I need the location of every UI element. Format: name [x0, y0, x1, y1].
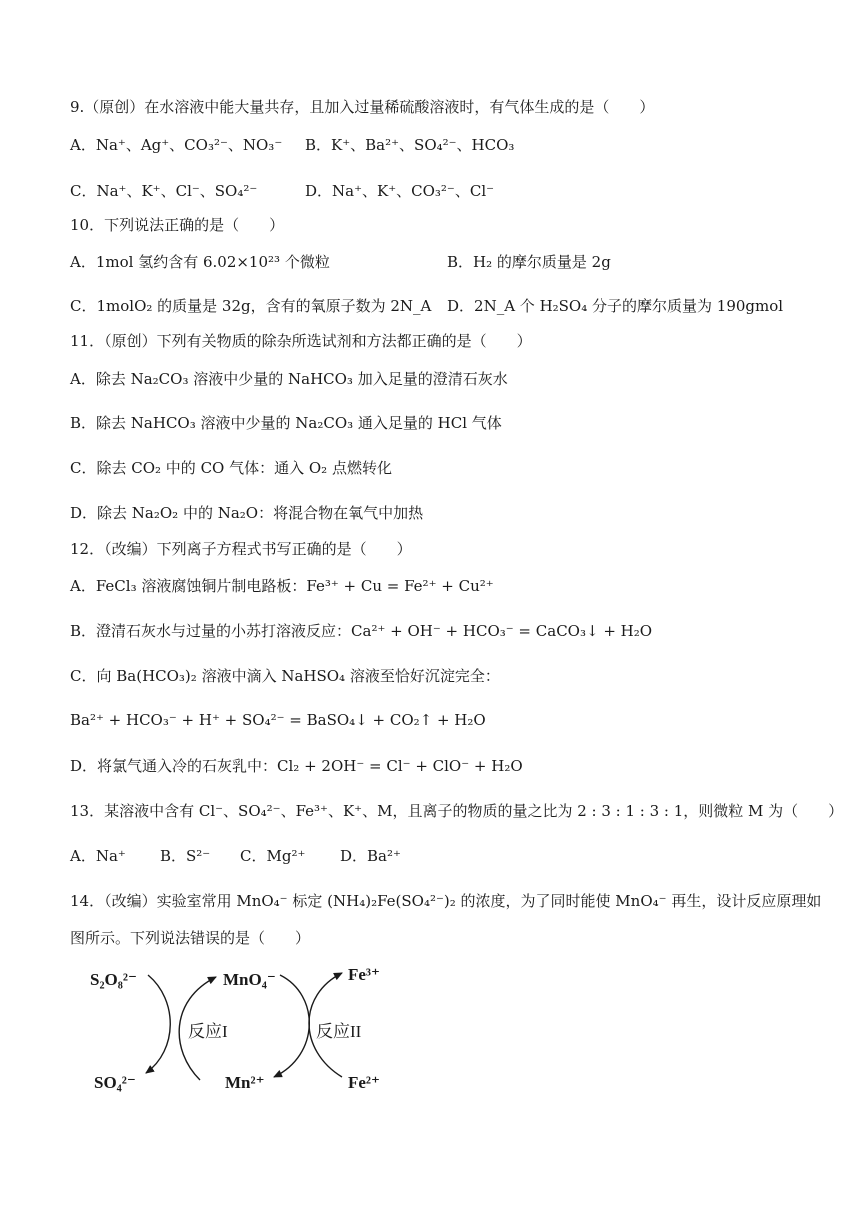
- q10-option-d: D．2N_A 个 H₂SO₄ 分子的摩尔质量为 190gmol: [447, 297, 784, 315]
- q11-option-a: A．除去 Na₂CO₃ 溶液中少量的 NaHCO₃ 加入足量的澄清石灰水: [70, 370, 508, 388]
- diagram-label-reaction-1: 反应I: [188, 1022, 228, 1041]
- diagram-label-mno4: MnO₄⁻: [223, 970, 276, 989]
- q14-stem-line2: 图所示。下列说法错误的是（ ）: [70, 929, 311, 947]
- q10-option-b: B．H₂ 的摩尔质量是 2g: [447, 253, 611, 271]
- q11-option-b: B．除去 NaHCO₃ 溶液中少量的 Na₂CO₃ 通入足量的 HCl 气体: [70, 414, 502, 432]
- q13-option-a: A．Na⁺: [70, 847, 126, 865]
- diagram-label-s2o8: S₂O₈²⁻: [90, 970, 137, 989]
- diagram-label-reaction-2: 反应II: [316, 1022, 362, 1041]
- q12-option-b: B．澄清石灰水与过量的小苏打溶液反应：Ca²⁺ + OH⁻ + HCO₃⁻ = CaCO₃↓ + H₂O: [70, 622, 653, 640]
- q11-stem: 11．（原创）下列有关物质的除杂所选试剂和方法都正确的是（ ）: [70, 332, 532, 350]
- q12-option-a: A．FeCl₃ 溶液腐蚀铜片制电路板：Fe³⁺ + Cu = Fe²⁺ + Cu²⁺: [70, 577, 494, 595]
- q13-stem: 13．某溶液中含有 Cl⁻、SO₄²⁻、Fe³⁺、K⁺、M，且离子的物质的量之比为 2 : 3 : 1 : 3 : 1，则微粒 M 为（ ）: [70, 802, 844, 820]
- q9-option-d: D．Na⁺、K⁺、CO₃²⁻、Cl⁻: [305, 182, 495, 200]
- q13-option-d: D．Ba²⁺: [340, 847, 401, 865]
- q12-stem: 12．（改编）下列离子方程式书写正确的是（ ）: [70, 540, 412, 558]
- reaction-cycle-diagram: [80, 955, 400, 1105]
- q9-stem: 9.（原创）在水溶液中能大量共存，且加入过量稀硫酸溶液时，有气体生成的是（ ）: [70, 98, 655, 116]
- q10-stem: 10．下列说法正确的是（ ）: [70, 216, 285, 234]
- q14-stem-line1: 14．（改编）实验室常用 MnO₄⁻ 标定 (NH₄)₂Fe(SO₄²⁻)₂ 的浓度，为了同时能使 MnO₄⁻ 再生，设计反应原理如: [70, 892, 822, 910]
- q12-option-d: D．将氯气通入冷的石灰乳中：Cl₂ + 2OH⁻ = Cl⁻ + ClO⁻ + H₂O: [70, 757, 523, 775]
- q12-option-c: C．向 Ba(HCO₃)₂ 溶液中滴入 NaHSO₄ 溶液至恰好沉淀完全：: [70, 667, 500, 685]
- q11-option-d: D．除去 Na₂O₂ 中的 Na₂O：将混合物在氧气中加热: [70, 504, 424, 522]
- diagram-label-mn2: Mn²⁺: [225, 1073, 265, 1092]
- diagram-label-fe3: Fe³⁺: [348, 965, 380, 984]
- q13-option-b: B．S²⁻: [160, 847, 211, 865]
- q9-option-b: B．K⁺、Ba²⁺、SO₄²⁻、HCO₃: [305, 136, 515, 154]
- q9-option-a: A．Na⁺、Ag⁺、CO₃²⁻、NO₃⁻: [70, 136, 283, 154]
- q11-option-c: C．除去 CO₂ 中的 CO 气体：通入 O₂ 点燃转化: [70, 459, 392, 477]
- q10-option-c: C．1molO₂ 的质量是 32g，含有的氧原子数为 2N_A: [70, 297, 432, 315]
- q9-option-c: C．Na⁺、K⁺、Cl⁻、SO₄²⁻: [70, 182, 258, 200]
- arrow-mno4-to-mn2: [274, 975, 309, 1077]
- q12-option-c-equation: Ba²⁺ + HCO₃⁻ + H⁺ + SO₄²⁻ = BaSO₄↓ + CO₂↑ + H₂O: [70, 711, 486, 729]
- diagram-label-so4: SO₄²⁻: [94, 1073, 136, 1092]
- diagram-label-fe2: Fe²⁺: [348, 1073, 380, 1092]
- q10-option-a: A．1mol 氢约含有 6.02×10²³ 个微粒: [70, 253, 330, 271]
- q13-option-c: C．Mg²⁺: [240, 847, 306, 865]
- arrow-s2o8-to-so4: [146, 975, 170, 1073]
